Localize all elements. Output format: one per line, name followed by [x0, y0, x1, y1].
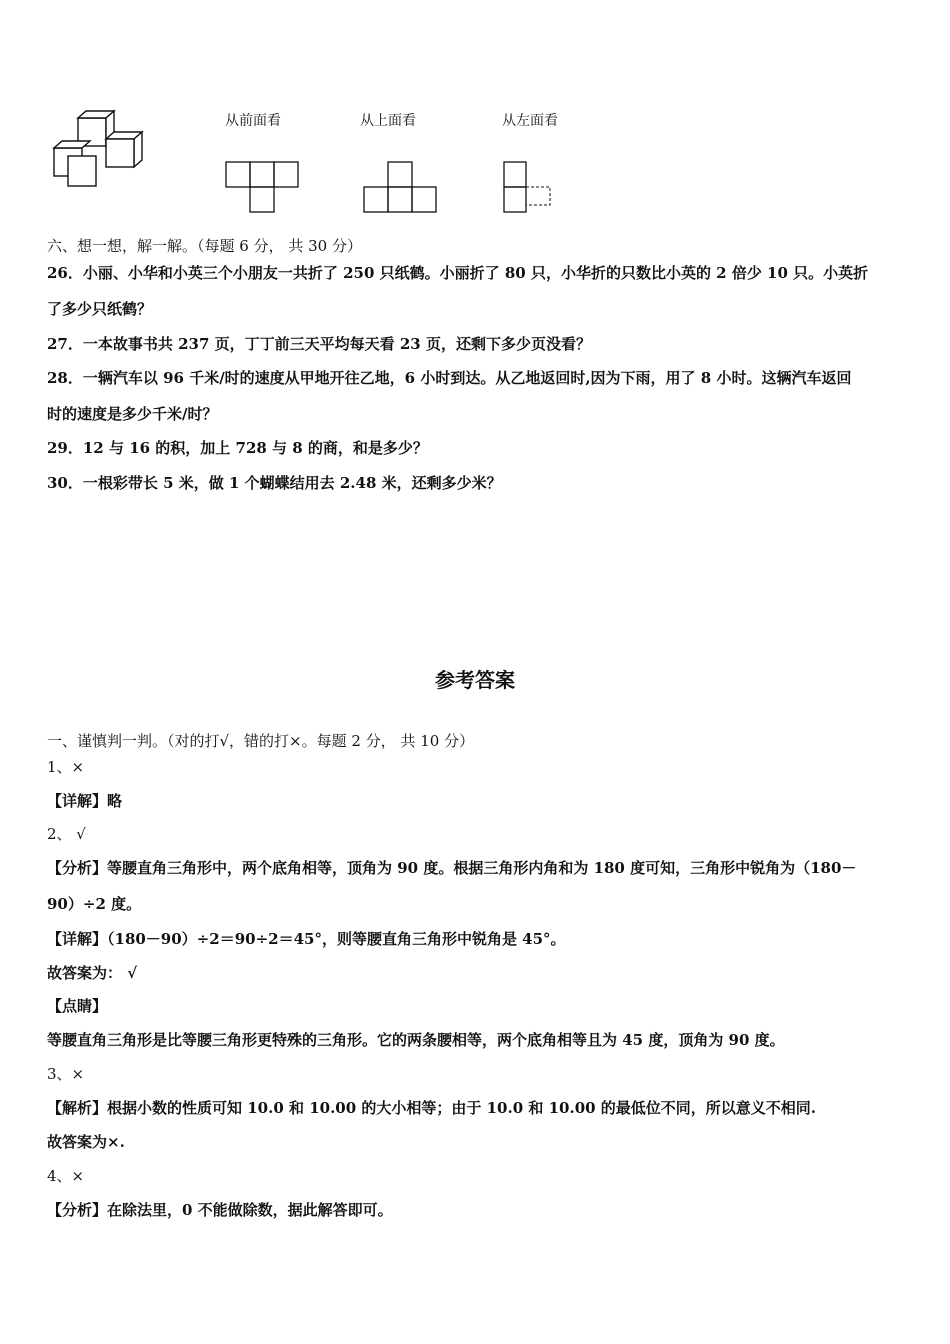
left-view-label: 从左面看	[502, 113, 558, 129]
answer-2: 2、 √	[47, 825, 86, 843]
answer-2-analysis-line2: 90）÷2 度。	[47, 895, 142, 913]
cube-stack-figure	[48, 108, 158, 198]
answers-section1-heading: 一、谨慎判一判。（对的打√，错的打×。每题 2 分， 共 10 分）	[47, 732, 475, 750]
top-view-label: 从上面看	[360, 113, 416, 129]
front-view-label: 从前面看	[225, 113, 281, 129]
answer-2-analysis-line1: 【分析】等腰直角三角形中，两个底角相等，顶角为 90 度。根据三角形内角和为 180 度可知，三角形中锐角为（180－	[47, 859, 857, 877]
top-view-drawing	[362, 160, 442, 216]
answer-2-point: 等腰直角三角形是比等腰三角形更特殊的三角形。它的两条腰相等，两个底角相等且为 45 度，顶角为 90 度。	[47, 1031, 785, 1049]
question-26-line1: 26．小丽、小华和小英三个小朋友一共折了 250 只纸鹤。小丽折了 80 只，小华折的只数比小英的 2 倍少 10 只。小英折	[47, 264, 869, 282]
answer-key-title: 参考答案	[435, 668, 515, 692]
answer-3: 3、×	[47, 1065, 85, 1083]
question-28-line1: 28．一辆汽车以 96 千米/时的速度从甲地开往乙地，6 小时到达。从乙地返回时,因为下雨，用了 8 小时。这辆汽车返回	[47, 369, 852, 387]
question-26-line2: 了多少只纸鹤？	[47, 300, 153, 318]
front-view-drawing	[224, 160, 304, 216]
answer-4-analysis: 【分析】在除法里，0 不能做除数，据此解答即可。	[47, 1201, 393, 1219]
question-30: 30．一根彩带长 5 米，做 1 个蝴蝶结用去 2.48 米，还剩多少米？	[47, 474, 502, 492]
answer-2-detail: 【详解】（180－90）÷2＝90÷2＝45°，则等腰直角三角形中锐角是 45°。	[47, 930, 566, 948]
answer-2-answer: 故答案为： √	[47, 964, 138, 982]
answer-3-answer: 故答案为×.	[47, 1133, 125, 1151]
question-29: 29．12 与 16 的积，加上 728 与 8 的商，和是多少？	[47, 439, 428, 457]
answer-2-point-heading: 【点睛】	[47, 997, 108, 1015]
left-view-drawing	[502, 160, 558, 216]
answer-1-detail: 【详解】略	[47, 792, 123, 810]
answer-1: 1、×	[47, 758, 85, 776]
question-28-line2: 时的速度是多少千米/时？	[47, 405, 218, 423]
section6-heading: 六、想一想，解一解。（每题 6 分， 共 30 分）	[47, 237, 362, 255]
question-27: 27．一本故事书共 237 页，丁丁前三天平均每天看 23 页，还剩下多少页没看？	[47, 335, 591, 353]
answer-4: 4、×	[47, 1167, 85, 1185]
answer-3-analysis: 【解析】根据小数的性质可知 10.0 和 10.00 的大小相等；由于 10.0 和 10.00 的最低位不同，所以意义不相同.	[47, 1099, 817, 1117]
